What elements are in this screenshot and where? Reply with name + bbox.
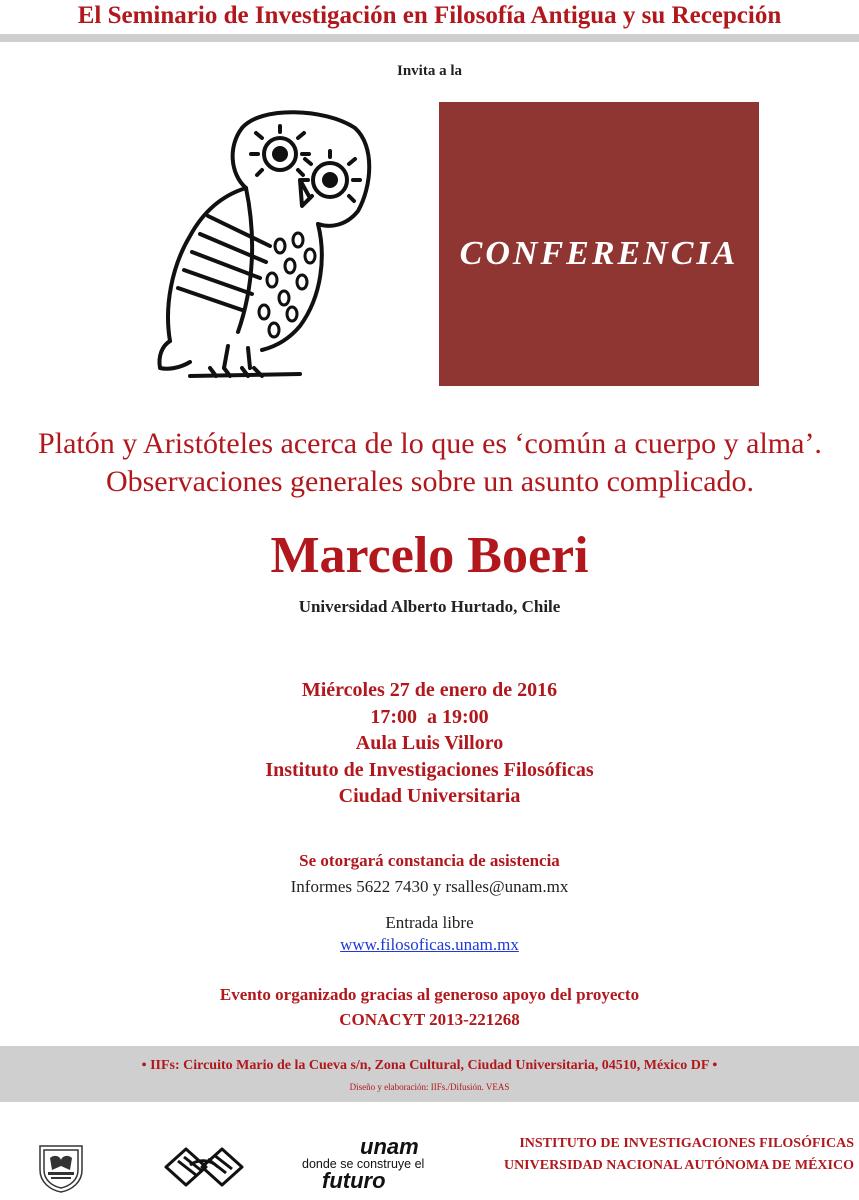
sponsor-line-2: CONACYT 2013-221268: [339, 1010, 520, 1029]
design-credit: Diseño y elaboración: IIFs./Difusión. VEAS: [349, 1082, 510, 1092]
institution-block: [470, 1133, 854, 1177]
header-title: El Seminario de Investigación en Filosofía Antigua y su Recepción: [77, 2, 782, 29]
website-link[interactable]: www.filosoficas.unam.mx: [340, 935, 519, 954]
event-campus: Ciudad Universitaria: [338, 785, 521, 807]
footer-band: [0, 1046, 859, 1102]
contact-info: Informes 5622 7430 y rsalles@unam.mx: [290, 877, 569, 896]
event-room: Aula Luis Villoro: [355, 732, 504, 754]
logo-futuro: futuro: [322, 1168, 386, 1192]
invite-text: Invita a la: [396, 63, 462, 79]
owl-illustration-icon: [150, 106, 375, 386]
event-institute: Instituto de Investigaciones Filosóficas: [265, 758, 594, 781]
entrance-note: Entrada libre: [385, 913, 474, 932]
talk-title: Platón y Aristóteles acerca de lo que es ‘común a cuerpo y alma’. Observaciones generales sobre un asunto complicado.: [38, 427, 822, 498]
footer-address: • IIFs: Circuito Mario de la Cueva s/n, Zona Cultural, Ciudad Universitaria, 04510, México DF •: [141, 1058, 718, 1073]
unam-futuro-logo: [300, 1134, 450, 1192]
logo-slogan: donde se construye el: [302, 1157, 425, 1171]
conference-label: CONFERENCIA: [459, 235, 739, 272]
unam-seal-icon: [36, 1140, 86, 1194]
institution-line-1: INSTITUTO DE INVESTIGACIONES FILOSÓFICAS: [519, 1136, 854, 1151]
sponsor-line-1: Evento organizado gracias al generoso apoyo del proyecto: [219, 985, 640, 1004]
certificate-note: Se otorgará constancia de asistencia: [299, 851, 560, 870]
speaker-name: Marcelo Boeri: [270, 527, 589, 584]
header-band: [0, 0, 859, 42]
institution-line-2: UNIVERSIDAD NACIONAL AUTÓNOMA DE MÉXICO: [503, 1158, 854, 1173]
sponsor-note: [0, 982, 859, 1032]
handshake-logo-icon: [162, 1143, 247, 1191]
event-time: 17:00 a 19:00: [370, 705, 489, 728]
conference-banner: [439, 102, 759, 386]
event-details: [0, 677, 859, 810]
event-date: Miércoles 27 de enero de 2016: [301, 679, 558, 701]
logo-unam-word: unam: [360, 1134, 419, 1159]
speaker-affiliation: Universidad Alberto Hurtado, Chile: [298, 597, 561, 616]
